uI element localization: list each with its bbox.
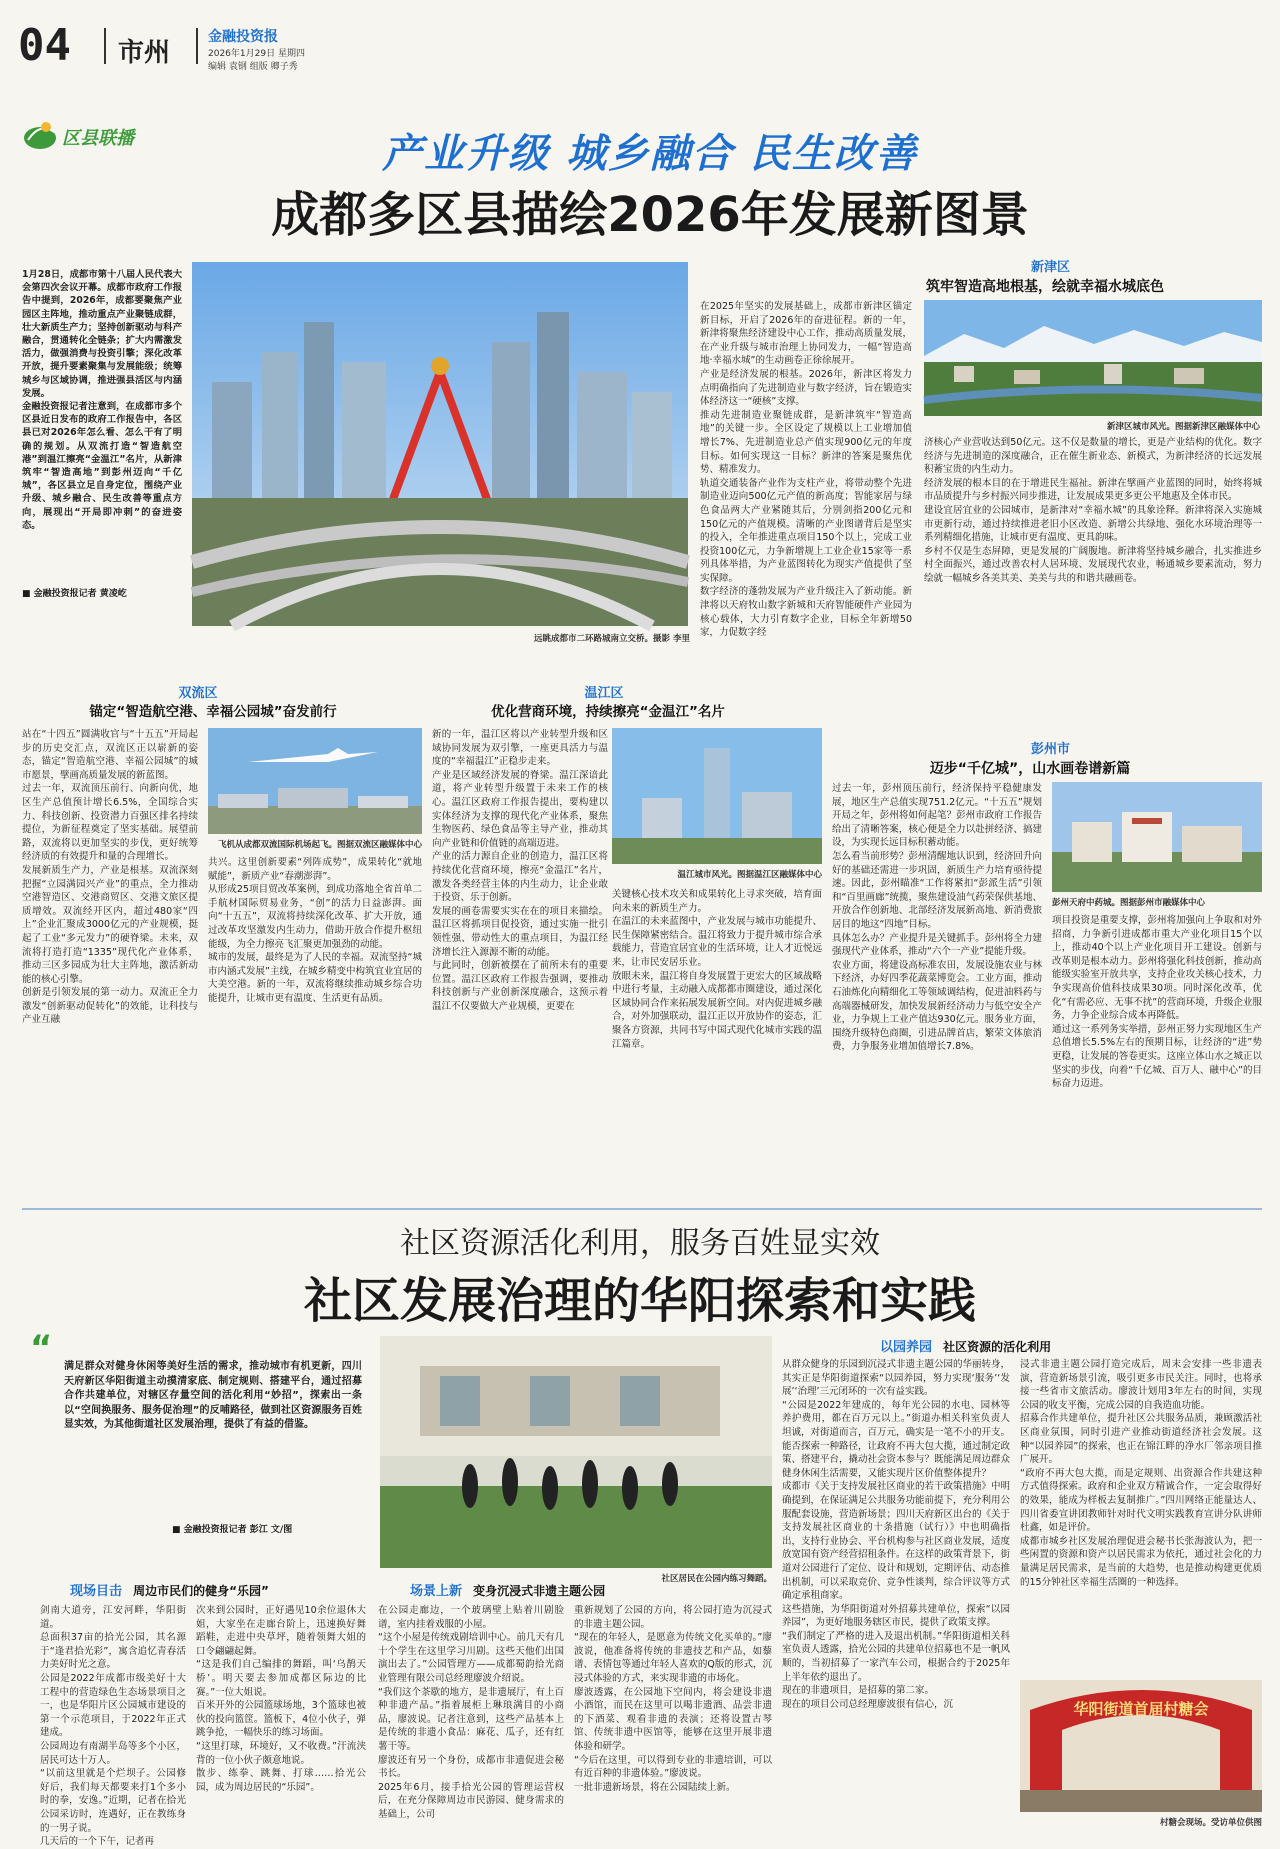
s2-col2: 重新规划了公园的方向，将公园打造为沉浸式的非遗主题公园。 “现在的年轻人，是愿意为传统文化买单的。”廖波说，他准备将传统的非遗技艺和产品，如藜谱、表情包等通过年轻人喜欢的Q版的形式，沉浸式体验的方式，来实现非遗的市场化。 廖波透露，在公园地下空间内，将会建设非遗小酒馆，而民在这里可以喝非遗酒、品尝非遗的下酒菜、观看非遗的表演；还将设置古琴馆、传统非遗中医馆等，能够在这里开展非遗体验和研学。 “今后在这里，可以得到专业的非遗培训，可以有近百种的非遗体验。”廖波说。 一批非遗新场景，将在公园陆续上新。 <box>574 1605 772 1793</box>
paper-name: 金融投资报 <box>208 29 278 45</box>
issue-date: 2026年1月29日 星期四 <box>208 49 305 59</box>
top-byline: ■ 金融投资报记者 黄凌屹 <box>22 589 127 599</box>
s3-heading <box>880 1336 1180 1354</box>
top-photo-caption: 远眺成都市二环路城南立交桥。摄影 李里 <box>534 634 690 644</box>
wenjiang-col2: 关键核心技术攻关和成果转化上寻求突破，培育面向未来的新质生产力。 在温江的未来蓝图中，产业发展与城市功能提升、民生保障紧密结合。温江将致力于提升城市综合承载能力，营造宜居宜业的生活环境，让人才近悦远来，让市民安居乐业。 放眼未来，温江将自身发展置于更宏大的区域战略中进行考量，主动融入成都都市圈建设，通过深化区域协同合作来拓展发展新空间。对内促进城乡融合，对外加强联动，温江正以开放协作的姿态，汇聚各方资源，共同书写中国式现代化城市实践的温江篇章。 <box>612 889 822 1050</box>
s1-col2: 次来到公园时，正好遇见10余位退休大姐，大家坐在走廊台阶上，迅速换好舞蹈鞋，走进中央草坪，随着领舞大姐的口令翩翩起舞。 “这是我们自己编排的舞蹈，叫‘乌鹊天桥’。明天要去参加成都区际边的比赛。”一位大姐说。 百米开外的公园篮球场地，3个篮球也被伙的投向篮筐。篮板下，4位小伙子，弹跳争抢，一幅快乐的练习场面。 “这里打球，环境好，又不收费。”汗流浃背的一位小伙子颇意地说。 散步、练拳、跳舞、打球……拾光公园，成为周边居民的“乐园”。 <box>196 1605 366 1793</box>
section-name: 市州 <box>118 38 171 68</box>
pengzhou-photo <box>1052 782 1262 892</box>
s2-tag: 场景上新 <box>410 1584 463 1599</box>
s3-tag: 以园养园 <box>880 1340 933 1355</box>
s3-col1: 从群众健身的乐园到沉浸式非遗主题公园的华丽转身，其实正是华阳街道探索“以园养园，努力实现‘服务’‘发展’‘治理’三元闭环的一次有益实践。 “公园是2022年建成的，每年光公园的水电、园林等养护费用，都在百万元以上。”街道办相关科室负责人坦诚，对街道而言，百万元，确实是一笔不小的开支。 能否探索一种路径，让政府不再大包大揽，通过制定政策、搭建平台，撬动社会资本参与？既能满足周边群众健身休闲生活需要，又能实现片区价值整体提升？ 成都市《关于支持发展社区商业的若干政策措施》中明确提到，在保证满足公共服务功能前提下，充分利用公服配套设施，营造新场景；四川天府新区出台的《关于支持发展社区商业的十条措施（试行）》中也明确指出，支持行业协会、平台机构参与社区商业发展，适度放宽国有资产经营招租条件。在这样的政策背景下，街道对公园进行了定位、设计和规划，定期评估、动态推出机制，可以采取竞价、竞争性谈判，综合评议等方式确定承租商家。 这些措施，为华阳街道对外招募共建单位，探索“以园养园”，为更好地服务辖区市民，提供了政策支撑。 “我们制定了严格的进入及退出机制。”华阳街道相关科室负责人透露，拾光公园的共建单位招募也不是一帆风顺的，当初招募了一家汽车公司，根据合约于2025年上半年依约退出了。 现在的非遗项目，是招募的第二家。 现在的项目公司总经理廖波很有信心，沉 <box>782 1359 1011 1710</box>
editors: 编辑 袁钢 组版 卿子秀 <box>208 62 298 72</box>
s1-tag: 现场目击 <box>70 1584 123 1599</box>
s1-heading <box>70 1580 370 1598</box>
s1-col1: 剑南大道旁，江安河畔，华阳街道。 总面积37亩的拾光公园，其名源于“逢君拾光彩”，寓含追忆青春活力美好时光之意。 公园是2022年成都市级美好十大工程中的营造绿色生态场景项目之一，也是华阳片区公园城市建设的第一个示范项目，于2022年正式建成。 公园周边有南湖半岛等多个小区，居民可达十万人。 “以前这里就是个烂坝子。公园修好后，我们每天都要来打1个多小时的拳，安逸。”近期，记者在拾光公园采访时，连遇好，正在教练身的一男子说。 几天后的一个下午，记者再 <box>40 1605 186 1848</box>
pengzhou-title: 迈步“千亿城”，山水画卷谱新篇 <box>929 761 1131 777</box>
wenjiang-title: 优化营商环境，持续擦亮“金温江”名片 <box>491 704 725 720</box>
s3-col2: 浸式非遗主题公园打造完成后，周末会安排一些非遗表演，营造新场景引流，吸引更多市民关注。同时，也将承接一些省市文旅活动。廖波计划用3年左右的时间，实现公园的收支平衡，完成公园的自我造血功能。 招募合作共建单位，提升社区公共服务品质，兼顾激活社区商业氛围，同时引进产业推动街道经济社会发展。这种“以园养园”的探索，也正在锦江畔的净水厂邻亲项目推广展开。 “政府不再大包大揽，而是定规则、出资源合作共建这种方式值得探索。政府和企业双方精诚合作，一定会取得好的效果，能成为样板去复制推广。”四川网络正能量达人、四川省委宣讲团教师针对时代文明实践教育宣讲分队讲师杜鑫，如是评价。 成都市城乡社区发展治理促进会秘书长张海波认为，把一些闲置的资源和资产以居民需求为依托，通过社会化的力量满足居民需求，是当前的大趋势，也是推动构建更优质的15分钟社区幸福生活圈的一种选择。 <box>1020 1359 1262 1588</box>
section-divider <box>22 1208 1262 1210</box>
city-overpass-photo <box>192 262 688 626</box>
top-lead: 1月28日，成都市第十八届人民代表大会第四次会议开幕。成都市政府工作报告中提到，2026年，成都要聚焦产业园区主阵地，推动重点产业聚链成群，壮大新质生产力；坚持创新驱动与科产融合，贯通转化全链条；扩大内需激发活力，做强消费与投资引擎；深化改革开放，提升要素聚集与发展能级；统筹城乡与区域协调，推进强县活区与内涵发展。 金融投资报记者注意到，在成都市多个区县近日发布的政府工作报告中，各区县已对2026年怎么看、怎么干有了明确的规划。从双流打造“智造航空港”到温江擦亮“金温江”名片，从新津筑牢“智造高地”到彭州迈向“千亿城”，各区县立足自身定位，围绕产业升级、城乡融合、民生改善等重点方向，展现出“开局即冲刺”的奋进姿态。 <box>22 269 182 531</box>
airport-plane-photo <box>208 728 422 834</box>
pengzhou-col2: 项目投资是重要支撑，彭州将加强向上争取和对外招商，力争新引进成都市重大产业化项目15个以上，推动40个以上产业化项目开工建设。创新与改革则是根本动力。彭州将强化科技创新，推动高能级实验室开放共享，支持企业攻关核心技术，力争实现高价值科技成果30项。同时深化改革，优化“有需必应、无事不扰”的营商环境，升级企业服务，力争企业综合成本再降低。 通过这一系列务实举措，彭州正努力实现地区生产总值增长5.5%左右的预期目标，让经济的“进”势更稳，让发展的答卷更实。这座立体山水之城正以坚实的步伐，向着“千亿城、百万人、融中心”的目标奋力迈进。 <box>1052 915 1262 1090</box>
wenjiang-city-illustration <box>612 728 822 864</box>
bottom-byline: ■ 金融投资报记者 彭江 文/图 <box>172 1525 293 1535</box>
festival-photo <box>1020 1680 1262 1812</box>
district-logo <box>22 118 162 152</box>
festival-photo-caption: 村糖会现场。受访单位供图 <box>1159 1818 1262 1828</box>
masthead <box>18 18 1262 74</box>
pengzhou-tag: 彭州市 <box>1030 742 1070 757</box>
s2-title: 变身沉浸式非遗主题公园 <box>473 1584 606 1598</box>
logo-text: 区县联播 <box>62 128 134 149</box>
bottom-lead: 满足群众对健身休闲等美好生活的需求，推动城市有机更新，四川天府新区华阳街道主动摸清家底、制定规则、搭建平台，通过招募合作共建单位，对辖区存量空间的活化利用“妙招”，探索出一条以“空间换服务、服务促治理”的反哺路径，做到社区资源服务百姓显实效，为其他街道社区发展治理，提供了有益的借鉴。 <box>64 1361 362 1431</box>
dance-photo <box>380 1336 772 1568</box>
top-kicker: 产业升级 城乡融合 民生改善 <box>382 131 918 177</box>
wenjiang-city-photo <box>612 728 822 864</box>
xinjin-city-photo <box>924 300 1262 416</box>
xinjin-tag: 新津区 <box>1030 260 1070 275</box>
festival-banner-text: 华阳街道首届村糖会 <box>1073 1700 1209 1718</box>
xinjin-col1: 在2025年坚实的发展基础上，成都市新津区锚定新目标，开启了2026年的奋进征程。新的一年，新津将聚焦经济建设中心工作，推动高质量发展，在产业升级与城市治理上协同发力，一幅“智造高地·幸福水城”的生动画卷正徐徐展开。 产业是经济发展的根基。2026年，新津区将发力点明确指向了先进制造业与数字经济，旨在锻造实体经济这一“硬核”支撑。 推动先进制造业聚链成群，是新津筑牢“智造高地”的关键一步。全区设定了规模以上工业增加值增长7%、先进制造业总产值实现900亿元的年度目标。如何实现这一目标？新津的答案是聚焦优势、精准发力。 轨道交通装备产业作为支柱产业，将带动整个先进制造业迈向500亿元产值的新高度；智能家居与绿色食品两大产业紧随其后，分别剑指200亿元和150亿元的产值规模。清晰的产业图谱背后是坚实的投入，全年推进重点项目150个以上，完成工业投资100亿元，力争新增规上工业企业15家等一系列具体举措，为产业蓝图转化为现实产值提供了坚实保障。 数字经济的蓬勃发展为产业升级注入了新动能。新津将以天府牧山数字新城和天府智能硬件产业园为核心载体，大力引育数字企业，目标全年新增50家，力促数字经 <box>700 301 912 639</box>
page-number: 04 <box>18 20 71 71</box>
wenjiang-photo-caption: 温江城市风光。图据温江区融媒体中心 <box>677 870 822 880</box>
shuangliu-title: 锚定“智造航空港、幸福公园城”奋发前行 <box>89 704 337 720</box>
s3-title: 社区资源的活化利用 <box>943 1340 1052 1354</box>
shuangliu-col2: 共兴。这里创新要素“列阵成势”，成果转化“就地赋能”，新质产业“春潮澎湃”。 从形成25项目贸改革案例，到成功落地全省首单二手航材国际贸易业务，“创”的活力日益澎湃。面向“十五五”，双流将持续深化改革、扩大开放，通过改革攻坚激发内生动力，借助开放合作提升枢纽能级，为全力擦亮飞汇聚更加强劲的动能。 城市的发展，最终是为了人民的幸福。双流坚持“城市内涵式发展”主线，在城乡精变中构筑宜业宜居的大美空港。新的一年，双流将继续推动城乡综合功能提升，让城市更有温度、生活更有品质。 <box>208 857 422 1004</box>
wenjiang-col1: 新的一年，温江区将以产业转型升级和区域协同发展为双引擎，一座更具活力与温度的“幸福温江”正稳步走来。 产业是区域经济发展的脊梁。温江深谙此道，将产业转型升级置于未来工作的核心。温江区政府工作报告提出，要构建以实体经济为支撑的现代化产业体系，聚焦生物医药、绿色食品等主导产业，推动其向产业链和价值链的高端迈进。 产业的活力源自企业的创造力，温江区将持续优化营商环境，擦亮“金温江”名片，激发各类经营主体的内生动力，让企业敢于投资、乐于创新。 发展的画卷需要实实在在的项目来描绘。温江区将抓项目促投资，通过实施一批引领性强、带动性大的重点项目，为温江经济增长注入源源不断的动能。 与此同时，创新被摆在了前所未有的重要位置。温江区政府工作报告强调，要推动科技创新与产业创新深度融合，这预示着温江不仅要做大产业规模，更要在 <box>432 729 608 1012</box>
top-headline: 成都多区县描绘2026年发展新图景 <box>271 187 1029 243</box>
masthead-divider-2 <box>196 28 198 64</box>
pengzhou-photo-caption: 彭州天府中药城。图据彭州市融媒体中心 <box>1052 898 1206 908</box>
dance-photo-caption: 社区居民在公园内练习舞蹈。 <box>661 1574 772 1584</box>
city-overpass-illustration <box>192 262 688 626</box>
wenjiang-tag: 温江区 <box>584 686 624 701</box>
airplane-illustration <box>208 728 422 834</box>
dancers-illustration <box>380 1336 772 1568</box>
s2-heading <box>410 1580 710 1598</box>
shuangliu-tag: 双流区 <box>178 686 218 701</box>
xinjin-title: 筑牢智造高地根基，绘就幸福水城底色 <box>926 279 1164 295</box>
bottom-kicker: 社区资源活化利用，服务百姓显实效 <box>400 1226 880 1261</box>
s1-title: 周边市民们的健身“乐园” <box>133 1584 269 1598</box>
s2-col1: 在公园走廊边，一个玻璃壁上贴着川剧脸谱，室内挂着戏服的小屋。 “这个小屋是传统戏剧培训中心。前几天有几十个学生在这里学习川剧。这些天他们出国演出去了。”公园管理方——成都蜀韵拾光商业管理有限公司总经理廖波介绍说。 “我们这个茶歇的地方，是非遗展厅，有上百种非遗产品。”指着展柜上琳琅满目的小商品，廖波说。记者注意到，这些产品基本上是传统的非遗小食品：麻花、瓜子，还有红薯干等。 廖波还有另一个身份，成都市非遗促进会秘书长。 2025年6月，接手拾光公园的管理运营权后，在充分保障周边市民游园、健身需求的基础上，公司 <box>378 1605 564 1820</box>
xinjin-landscape-illustration <box>924 300 1262 416</box>
shuangliu-col1: 站在“十四五”圆满收官与“十五五”开局起步的历史交汇点，双流区正以崭新的姿态，锚定“智造航空港、幸福公园城”的城市愿景，擘画高质量发展的新蓝图。 过去一年，双流顶压前行、向新向优，地区生产总值预计增长6.5%，全国综合实力、科技创新、投资潜力百强区排名持续提位，为新征程奠定了坚实基础。展望前路，双流将以更加坚实的步伐，更好统筹经济质的有效提升和量的合理增长。 发展新质生产力，产业是根基。双流深刻把握“立园满园兴产业”的重点，全力推动空港智造区、交港商贸区、交港文旅区提质增效。双流经开区内，超过480家“四上”企业汇聚成3000亿元的产业规模，挺起了工业“多元发力”的硬脊梁。未来，双流将打造打造“1335”现代化产业体系，推动三区多园成为壮大主阵地，激活新动能的核心引擎。 创新是引领发展的第一动力。双流正全力激发“创新驱动促转化”的效能，让科技与产业互融 <box>22 729 198 1026</box>
xinjin-photo-caption: 新津区城市风光。图据新津区融媒体中心 <box>1106 422 1260 432</box>
shuangliu-photo-caption: 飞机从成都双流国际机场起飞。图据双流区融媒体中心 <box>217 840 422 850</box>
pengzhou-buildings-illustration <box>1052 782 1262 892</box>
xinjin-col2: 济核心产业营收达到50亿元。这不仅是数量的增长，更是产业结构的优化。数字经济与先进制造的深度融合，正在催生新业态、新模式，为新津经济的长远发展积蓄宝贵的内生动力。 经济发展的根本目的在于增进民生福祉。新津在擘画产业蓝图的同时，始终将城市品质提升与乡村振兴同步推进，让发展成果更多更公平地惠及全体市民。 建设宜居宜业的公园城市，是新津对“幸福水城”的具象诠释。新津将深入实施城市更新行动，通过持续推进老旧小区改造、新增公共绿地、强化水环境治理等一系列精细化措施，让城市更有温度、更具韵味。 乡村不仅是生态屏障，更是发展的广阔腹地。新津将坚持城乡融合，扎实推进乡村全面振兴，通过改善农村人居环境、发展现代农业，畅通城乡要素流动，努力绘就一幅城乡各美其美、美美与共的和谐共融画卷。 <box>924 437 1262 584</box>
masthead-divider <box>104 28 106 64</box>
leaf-logo-icon <box>22 118 58 152</box>
bottom-headline: 社区发展治理的华阳探索和实践 <box>303 1273 976 1329</box>
quote-mark-icon: “ <box>30 1328 53 1368</box>
pengzhou-col1: 过去一年，彭州顶压前行，经济保持平稳健康发展，地区生产总值实现751.2亿元。“十五五”规划开局之年，彭州将如何起笔？彭州市政府工作报告给出了清晰答案，核心便是全力以赴拼经济、搞建设，为实现长远目标积蓄动能。 怎么看当前形势？彭州清醒地认识到，经济回升向好的基础还需进一步巩固，新质生产力培育亟待提速。因此，彭州瞄准“工作将紧扣“彭派生活”引领和“百里画廊”统揽，聚焦建设油气药荣保供基地、开放合作创新地、北部经济发展新高地、新消费旅居目的地这“四地”目标。 具体怎么办？产业提升是关键抓手。彭州将全力建强现代产业体系，推动“六个一产业”提能升级。 农业方面，将建设高标准农田，发展设施农业与林下经济，办好四季花蔬菜博览会。工业方面，推动石油炼化向精细化工等领域调结构，促进油料药与高端器械研发，加快发展新经济动力与低空安全产业，力争规上工业产值达930亿元。服务业方面，围绕升级特色商圈，引进品牌首店，繁荣文体旅消费，力争服务业增加值增长7.8%。 <box>832 783 1042 1053</box>
